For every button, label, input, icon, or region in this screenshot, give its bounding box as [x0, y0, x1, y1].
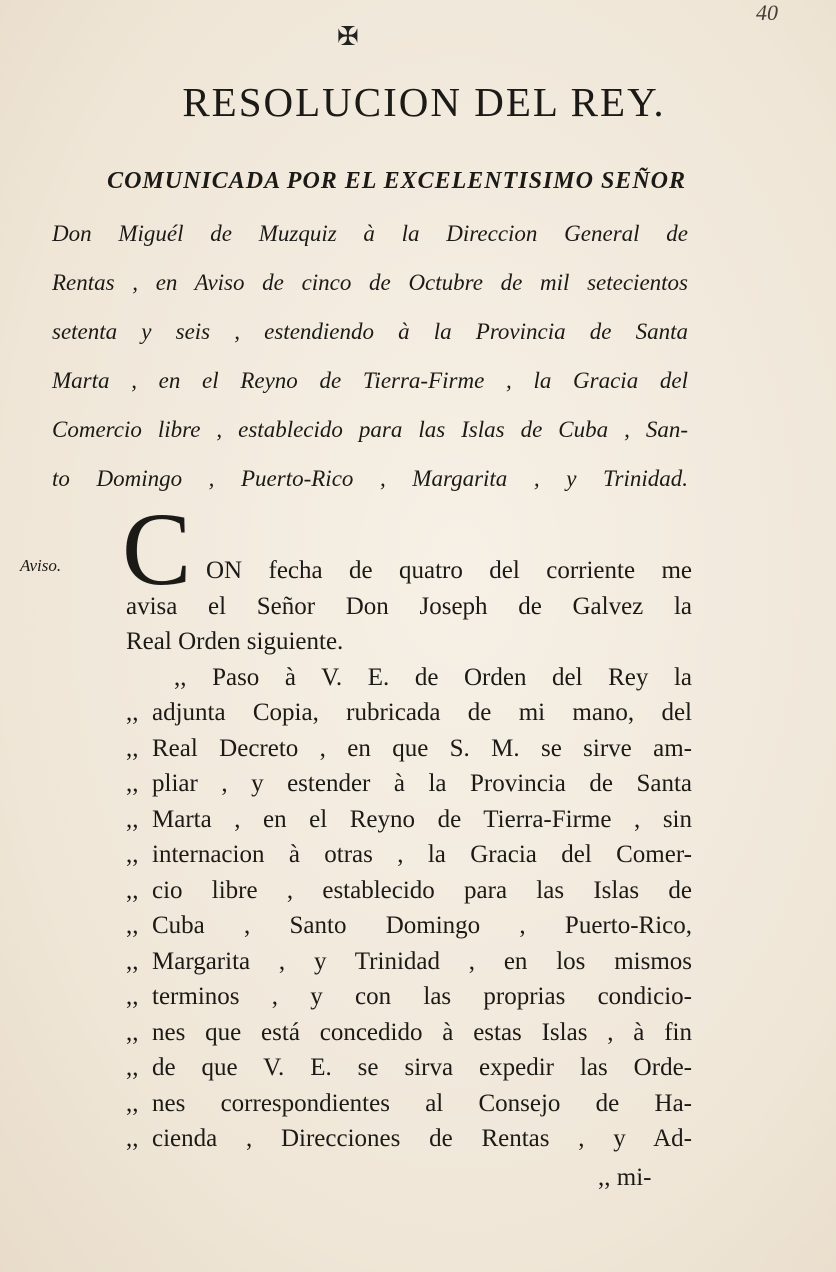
quote-mark: ,, — [126, 876, 139, 904]
body-line: Real Orden siguiente. — [126, 628, 344, 655]
quote-mark: ,, — [126, 983, 139, 1010]
margin-note: Aviso. — [20, 556, 62, 575]
quoted-text: de que V. E. se sirva expedir las Orde- — [152, 1054, 692, 1081]
page-number-mark: 40 — [756, 0, 778, 25]
quoted-text: pliar , y estender à la Provincia de Santa — [152, 770, 692, 797]
intro-line: Marta , en el Reyno de Tierra-Firme , la Gracia del — [52, 368, 688, 393]
quoted-text: nes que está concedido à estas Islas , à fin — [152, 1018, 692, 1046]
intro-line: Don Miguél de Muzquiz à la Direccion General de — [52, 221, 688, 246]
body-line: ON fecha de quatro del corriente me — [206, 557, 692, 584]
quoted-text: Real Decreto , en que S. M. se sirve am- — [152, 734, 692, 762]
body-line: avisa el Señor Don Joseph de Galvez la — [126, 592, 692, 620]
intro-line: Rentas , en Aviso de cinco de Octubre de mil setecientos — [52, 270, 688, 295]
quoted-text: internacion à otras , la Gracia del Comer- — [152, 841, 692, 868]
quoted-line — [126, 838, 692, 874]
quoted-line — [126, 803, 692, 839]
quoted-text: Cuba , Santo Domingo , Puerto-Rico, — [152, 912, 692, 939]
quoted-line — [126, 874, 692, 910]
quoted-line — [126, 1122, 692, 1158]
quoted-text: Paso à V. E. de Orden del Rey la — [212, 663, 693, 691]
cross-ornament-icon: ✠ — [337, 22, 359, 52]
quote-mark: ,, — [126, 734, 139, 762]
quoted-line — [126, 909, 692, 945]
quote-mark: ,, — [126, 699, 139, 726]
page-title: RESOLUCION DEL REY. — [182, 79, 666, 125]
catchword: ,, mi- — [598, 1164, 652, 1191]
quoted-text: terminos , y con las proprias condicio- — [152, 983, 692, 1010]
quoted-line — [126, 661, 692, 697]
quoted-text: nes correspondientes al Consejo de Ha- — [152, 1089, 692, 1117]
quote-mark: ,, — [126, 1089, 139, 1117]
quoted-line — [126, 1051, 692, 1087]
quote-mark: ,, — [126, 1054, 139, 1081]
quoted-text: adjunta Copia, rubricada de mi mano, del — [152, 699, 692, 726]
quote-mark: ,, — [126, 912, 139, 939]
quote-mark: ,, — [126, 805, 139, 833]
quoted-line — [126, 1087, 692, 1123]
quoted-text: cio libre , establecido para las Islas de — [152, 876, 692, 904]
quoted-line — [126, 767, 692, 803]
quoted-line — [126, 732, 692, 768]
quoted-line — [126, 1016, 692, 1052]
drop-cap: C — [122, 492, 192, 607]
quoted-line — [126, 945, 692, 981]
subtitle: COMUNICADA POR EL EXCELENTISIMO SEÑOR — [107, 168, 686, 194]
quoted-line — [126, 980, 692, 1016]
intro-line: Comercio libre , establecido para las Islas de Cuba , San- — [52, 417, 688, 442]
quote-mark: ,, — [126, 1125, 139, 1152]
body-text — [126, 554, 692, 1158]
quote-mark: ,, — [126, 947, 139, 975]
quoted-text: Margarita , y Trinidad , en los mismos — [152, 947, 692, 975]
intro-line: setenta y seis , estendiendo à la Provincia de Santa — [52, 319, 688, 344]
intro-paragraph — [52, 218, 688, 512]
quoted-text: cienda , Direcciones de Rentas , y Ad- — [152, 1125, 692, 1152]
quote-mark: ,, — [126, 1018, 139, 1046]
quote-mark: ,, — [126, 770, 139, 797]
quoted-line — [126, 696, 692, 732]
quote-mark: ,, — [174, 663, 187, 691]
intro-line: to Domingo , Puerto-Rico , Margarita , y Trinidad. — [52, 466, 688, 491]
quoted-text: Marta , en el Reyno de Tierra-Firme , sin — [152, 805, 692, 833]
quote-mark: ,, — [126, 841, 139, 868]
